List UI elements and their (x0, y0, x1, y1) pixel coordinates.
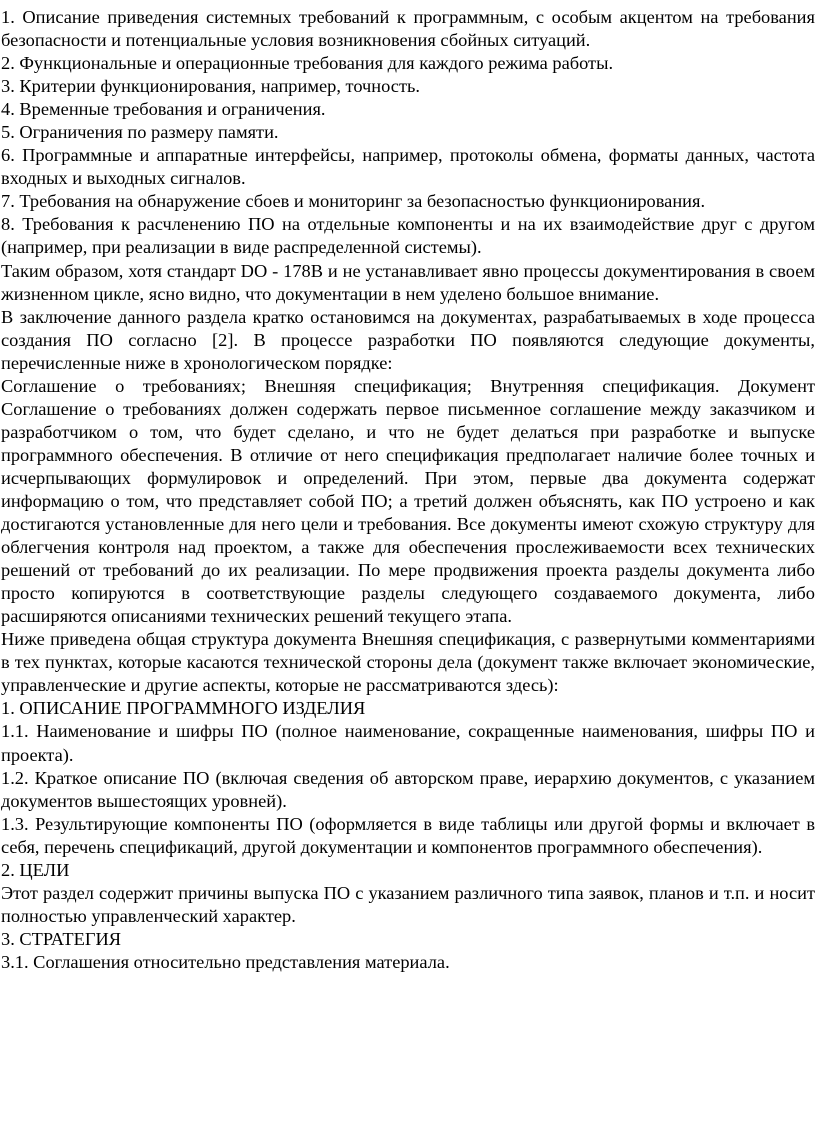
body-paragraph: В заключение данного раздела кратко остановимся на документах, разрабатываемых в ходе процесса создания ПО согласно [2]. В процессе разработки ПО появляются следующие документы, перечисленные ниже в хронологическом порядке: (1, 306, 815, 373)
subsection-item: 1.2. Краткое описание ПО (включая сведения об авторском праве, иерархию документов, с указанием документов вышестоящих уровней). (1, 767, 815, 811)
subsection-item: 3.1. Соглашения относительно представления материала. (1, 951, 450, 972)
requirement-item-2: 2. Функциональные и операционные требования для каждого режима работы. (1, 53, 614, 74)
body-paragraph: Таким образом, хотя стандарт DO - 178B и не устанавливает явно процессы документирования в своем жизненном цикле, ясно видно, что документации в нем уделено большое внимание. (1, 260, 815, 304)
section-heading: 2. ЦЕЛИ (1, 859, 70, 880)
section-heading: 1. ОПИСАНИЕ ПРОГРАММНОГО ИЗДЕЛИЯ (1, 698, 366, 719)
body-paragraph: Ниже приведена общая структура документа Внешняя спецификация, с развернутыми комментариями в тех пунктах, которые касаются технической стороны дела (документ также включает экономические, управленческие и другие аспекты, которые не рассматриваются здесь): (1, 629, 815, 696)
subsection-item: 1.3. Результирующие компоненты ПО (оформляется в виде таблицы или другой формы и включает в себя, перечень спецификаций, другой документации и компонентов программного обеспечения). (1, 813, 815, 857)
body-paragraph: Соглашение о требованиях; Внешняя спецификация; Внутренняя спецификация. Документ Соглашение о требованиях должен содержать первое письменное соглашение между заказчиком и разработчиком о том, что будет сделано, и что не будет делаться при разработке и выпуске программного обеспечения. В отличие от него спецификация предполагает наличие более точных и исчерпывающих формулировок и определений. При этом, первые два документа содержат информацию о том, что представляет собой ПО; а третий должен объяснять, как ПО устроено и как достигаются установленные для него цели и требования. Все документы имеют схожую структуру для облегчения контроля над проектом, а также для обеспечения прослеживаемости всех технических решений от требований до их реализации. По мере продвижения проекта разделы документа либо просто копируются в соответствующие разделы следующего создаваемого документа, либо расширяются описаниями технических решений текущего этапа. (1, 375, 815, 627)
requirement-item-8: 8. Требования к расчленению ПО на отдельные компоненты и на их взаимодействие друг с другом (например, при реализации в виде распределенной системы). (1, 214, 815, 258)
requirement-item-7: 7. Требования на обнаружение сбоев и мониторинг за безопасностью функционирования. (1, 191, 706, 212)
section-heading: 3. СТРАТЕГИЯ (1, 928, 122, 949)
requirement-item-4: 4. Временные требования и ограничения. (1, 99, 326, 120)
requirement-item-6: 6. Программные и аппаратные интерфейсы, например, протоколы обмена, форматы данных, частота входных и выходных сигналов. (1, 145, 815, 189)
subsection-item: 1.1. Наименование и шифры ПО (полное наименование, сокращенные наименования, шифры ПО и проекта). (1, 721, 815, 765)
body-paragraph: Этот раздел содержит причины выпуска ПО с указанием различного типа заявок, планов и т.п. и носит полностью управленческий характер. (1, 882, 815, 926)
requirement-item-1: 1. Описание приведения системных требований к программным, с особым акцентом на требования безопасности и потенциальные условия возникновения сбойных ситуаций. (1, 7, 815, 51)
requirement-item-5: 5. Ограничения по размеру памяти. (1, 122, 279, 143)
requirement-item-3: 3. Критерии функционирования, например, точность. (1, 76, 420, 97)
